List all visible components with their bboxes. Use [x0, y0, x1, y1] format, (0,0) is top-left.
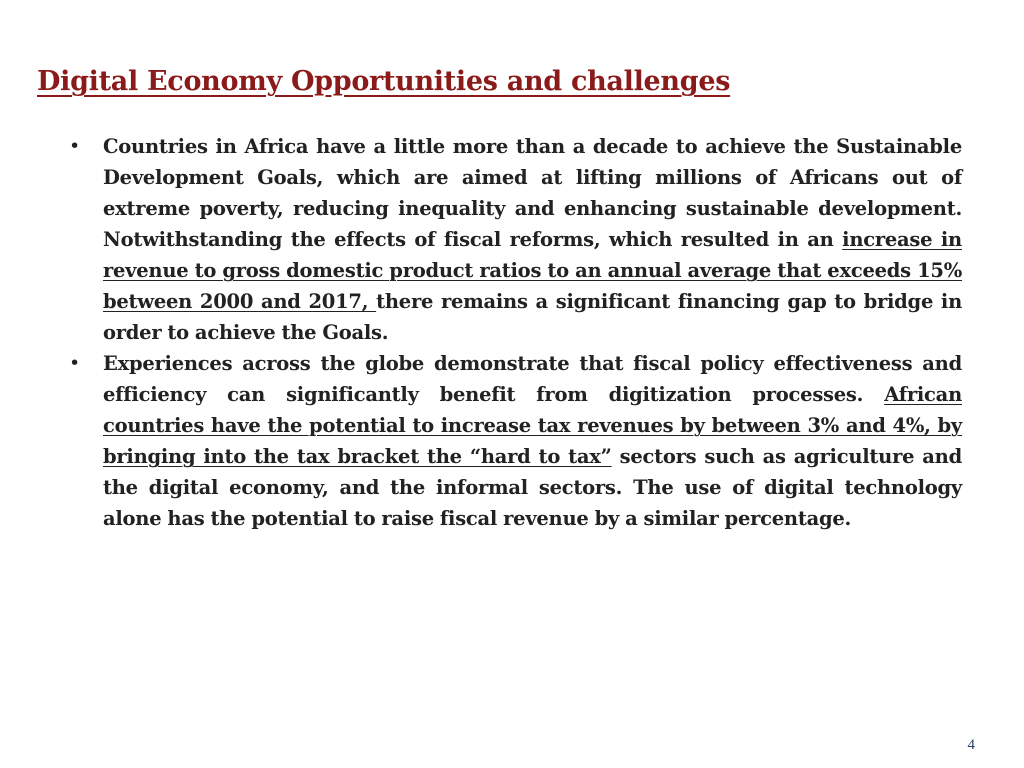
- bullet-dot-icon: •: [69, 352, 80, 374]
- bullet-text: Countries in Africa have a little more than a decade to achieve the Sustainable Development Goals, which are aimed at lifting millions of Africans out of extreme poverty, reducing inequality and enhancing sustainable development. Notwithstanding the effects of fiscal reforms, which resulted in an: [103, 135, 962, 251]
- bullet-item-sdg-financing: [66, 131, 962, 348]
- page-number: 4: [967, 737, 975, 753]
- bullet-text: sectors such as agriculture and the digital economy, and the informal sectors. The use of digital technology alone has the potential to raise fiscal revenue by a similar percentage.: [103, 445, 962, 530]
- bullet-text: there remains a significant financing gap to bridge in order to achieve the Goals.: [103, 290, 962, 344]
- slide-title: Digital Economy Opportunities and challenges: [37, 66, 731, 97]
- bullet-dot-icon: •: [69, 135, 80, 157]
- bullet-list: [66, 131, 962, 534]
- bullet-item-digitization: [66, 348, 962, 534]
- bullet-text: Experiences across the globe demonstrate that fiscal policy effectiveness and efficiency can significantly benefit from digitization processes.: [103, 352, 962, 406]
- bullet-text-underlined: African countries have the potential to increase tax revenues by between 3% and 4%, by bringing into the tax bracket the “hard to tax”: [103, 383, 962, 468]
- bullet-text-underlined: increase in revenue to gross domestic product ratios to an annual average that exceeds 15% between 2000 and 2017,: [103, 228, 962, 313]
